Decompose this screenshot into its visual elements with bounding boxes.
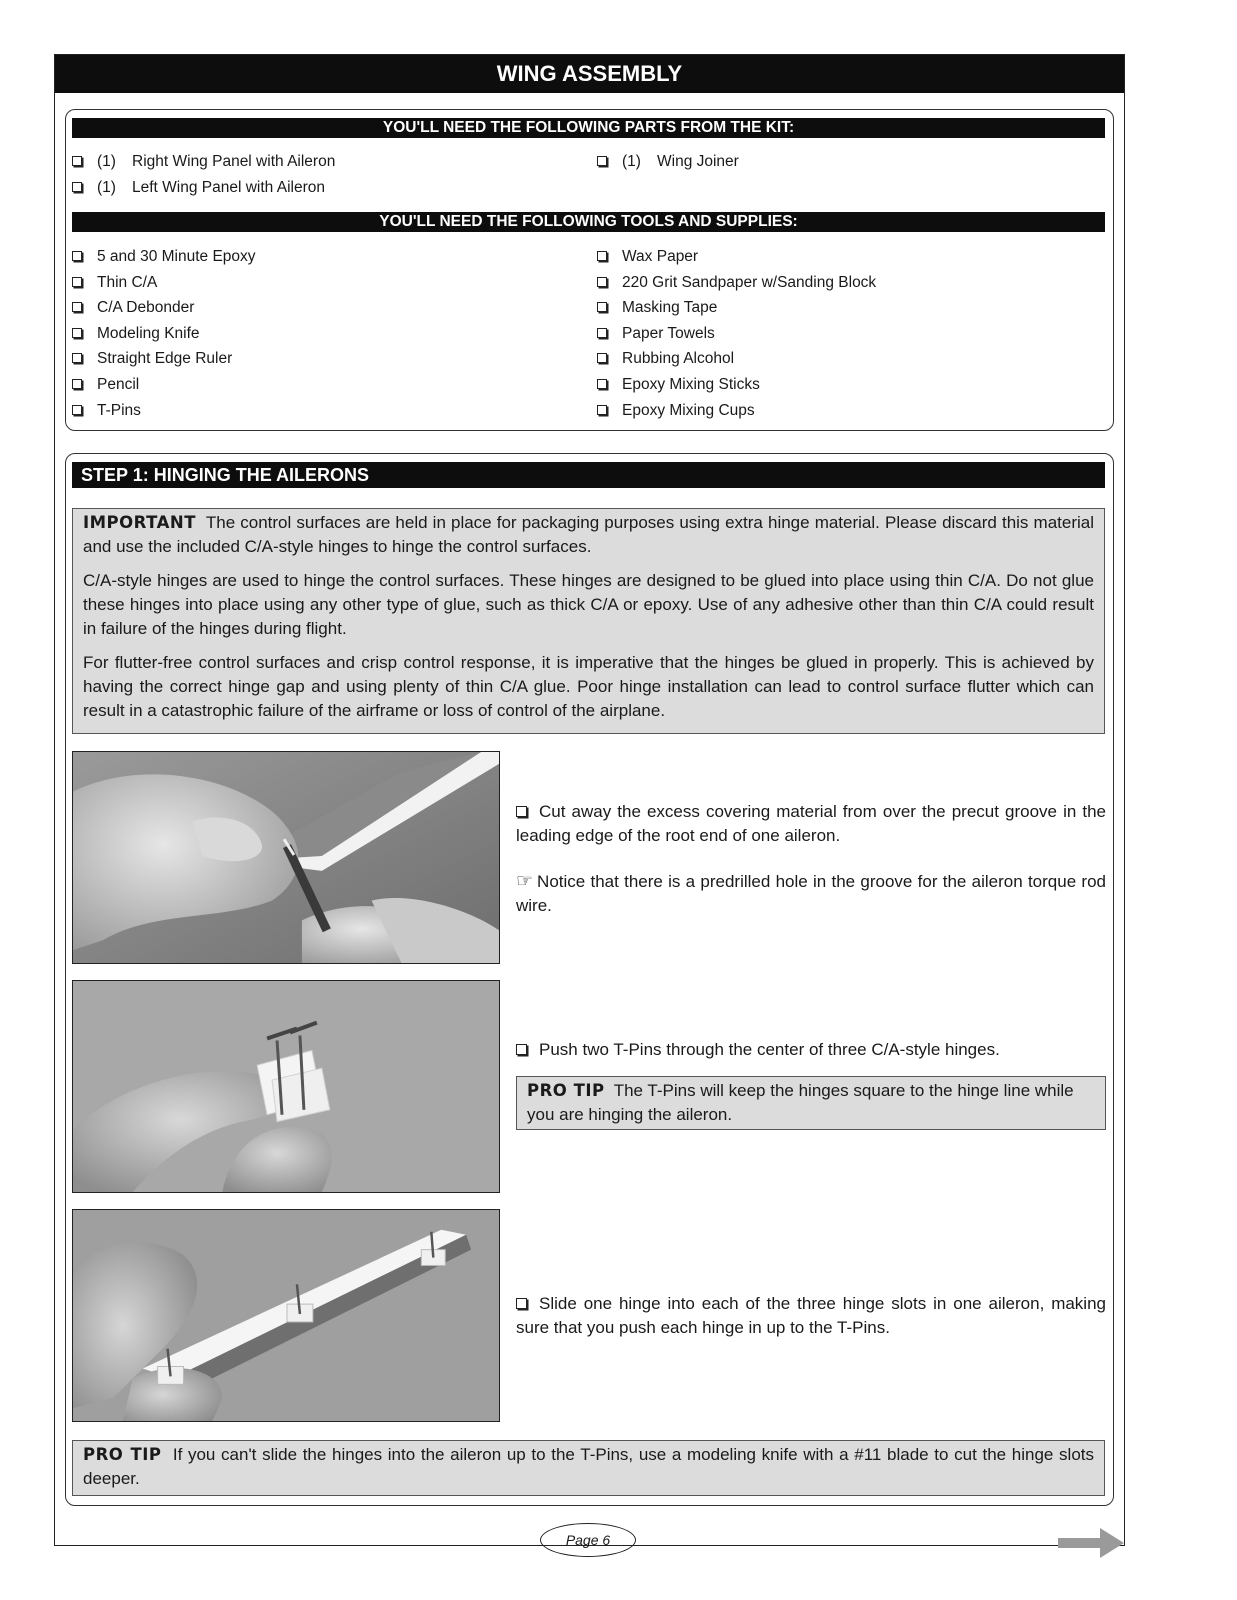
instruction-3: Slide one hinge into each of the three hinge slots in one aileron, making sure that you push each hinge in up to the T-Pins. [516, 1294, 1106, 1337]
parts-header: YOU'LL NEED THE FOLLOWING PARTS FROM THE KIT: [72, 118, 1105, 138]
checkbox-icon[interactable] [597, 277, 607, 287]
checkbox-icon[interactable] [516, 1298, 527, 1309]
tools-item[interactable]: 5 and 30 Minute Epoxy [72, 247, 256, 267]
checkbox-icon[interactable] [72, 182, 82, 192]
tools-item[interactable]: Rubbing Alcohol [597, 349, 734, 369]
instruction-1: Cut away the excess covering material from over the precut groove in the leading edge of the root end of one aileron. ☞ Notice that there is a predrilled hole in the groove for the aileron torque rod wire. [516, 802, 1106, 915]
checkbox-icon[interactable] [516, 1044, 527, 1055]
checkbox-icon[interactable] [72, 328, 82, 338]
checkbox-icon[interactable] [72, 379, 82, 389]
parts-item[interactable]: (1) Left Wing Panel with Aileron [72, 178, 325, 198]
checkbox-icon[interactable] [597, 328, 607, 338]
parts-tools-box [65, 109, 1114, 431]
parts-item[interactable]: (1) Right Wing Panel with Aileron [72, 152, 335, 172]
checkbox-icon[interactable] [597, 353, 607, 363]
important-p1: The control surfaces are held in place for packaging purposes using extra hinge material. Please discard this material and use the included C/A-style hinges to hinge the control surfaces. [83, 513, 1094, 556]
page-number: Page 6 [540, 1523, 636, 1557]
checkbox-icon[interactable] [72, 353, 82, 363]
page-frame [54, 54, 1125, 1546]
tools-item[interactable]: Modeling Knife [72, 324, 200, 344]
important-p2: C/A-style hinges are used to hinge the control surfaces. These hinges are designed to be glued into place using thin C/A. Do not glue these hinges into place using any other type of glue, such as thick C/A or epoxy. Use of any adhesive other than thin C/A could result in failure of the hinges during flight. [83, 571, 1094, 638]
photo-cutting-covering [72, 751, 500, 964]
important-label: IMPORTANT [83, 513, 196, 532]
checkbox-icon[interactable] [72, 302, 82, 312]
checkbox-icon[interactable] [597, 379, 607, 389]
photo-tpins-hinges [72, 980, 500, 1193]
checkbox-icon[interactable] [597, 405, 607, 415]
checkbox-icon[interactable] [72, 251, 82, 261]
checkbox-icon[interactable] [597, 302, 607, 312]
parts-item[interactable]: (1) Wing Joiner [597, 152, 739, 172]
section-title: WING ASSEMBLY [55, 55, 1124, 93]
tools-item[interactable]: Epoxy Mixing Cups [597, 401, 755, 421]
tools-item[interactable]: Straight Edge Ruler [72, 349, 232, 369]
checkbox-icon[interactable] [597, 251, 607, 261]
checkbox-icon[interactable] [72, 277, 82, 287]
tools-item[interactable]: Pencil [72, 375, 139, 395]
tools-item[interactable]: T-Pins [72, 401, 141, 421]
step1-header: STEP 1: HINGING THE AILERONS [72, 462, 1105, 488]
checkbox-icon[interactable] [72, 156, 82, 166]
tools-item[interactable]: Paper Towels [597, 324, 715, 344]
step1-box [65, 453, 1114, 1506]
tools-item[interactable]: Masking Tape [597, 298, 717, 318]
tools-item[interactable]: Thin C/A [72, 273, 157, 293]
photo-aileron-hinges [72, 1209, 500, 1422]
checkbox-icon[interactable] [72, 405, 82, 415]
tools-item[interactable]: 220 Grit Sandpaper w/Sanding Block [597, 273, 876, 293]
checkbox-icon[interactable] [516, 806, 527, 817]
pro-tip-label: PRO TIP [83, 1445, 162, 1464]
pro-tip-label: PRO TIP [527, 1081, 605, 1100]
pro-tip-bottom: PRO TIP If you can't slide the hinges into the aileron up to the T-Pins, use a modeling knife with a #11 blade to cut the hinge slots deeper. [72, 1440, 1105, 1496]
instruction-2: Push two T-Pins through the center of three C/A-style hinges. [516, 1038, 1106, 1084]
important-p3: For flutter-free control surfaces and crisp control response, it is imperative that the hinges be glued in properly. This is achieved by having the correct hinge gap and using plenty of thin C/A glue. Poor hinge installation can lead to control surface flutter which can result in a catastrophic failure of the airframe or loss of control of the airplane. [83, 653, 1094, 720]
checkbox-icon[interactable] [597, 156, 607, 166]
tools-item[interactable]: C/A Debonder [72, 298, 194, 318]
pointing-hand-icon: ☞ [516, 871, 534, 892]
important-panel [72, 508, 1105, 734]
tools-item[interactable]: Wax Paper [597, 247, 698, 267]
tools-header: YOU'LL NEED THE FOLLOWING TOOLS AND SUPPLIES: [72, 212, 1105, 232]
next-page-arrow-icon[interactable] [1058, 1528, 1124, 1558]
tools-item[interactable]: Epoxy Mixing Sticks [597, 375, 760, 395]
pro-tip-1: PRO TIP The T-Pins will keep the hinges square to the hinge line while you are hinging the aileron. [516, 1076, 1106, 1130]
